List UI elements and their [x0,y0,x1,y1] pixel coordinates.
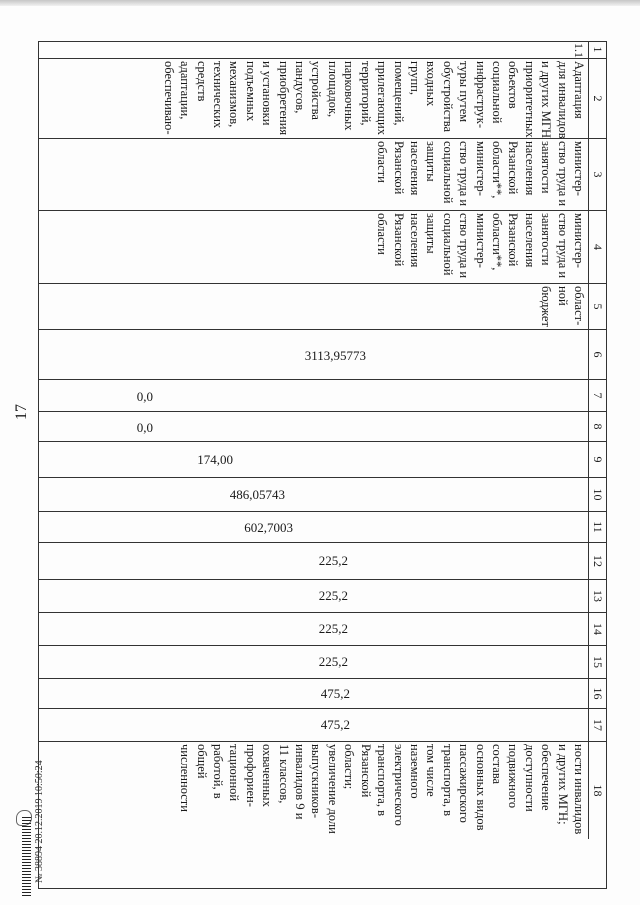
col-header: 5 [588,284,607,330]
col-header: 1 [588,41,607,59]
event-line: социальной [489,61,504,124]
col-header: 3 [588,139,607,211]
col-header: 6 [588,330,607,380]
event-line: площадок, [325,61,340,118]
col-header: 2 [588,59,607,139]
result-line: выпускников- [309,744,324,818]
event-line: инфраструк- [473,61,488,129]
col-header: 14 [588,613,607,646]
source-line: ной [555,286,570,306]
result-line: наземного [407,744,422,799]
result-line: 11 классов, [276,744,291,804]
event-line: помещений, [391,61,406,126]
result-line: пассажирского [457,744,472,823]
event-line: парковочных [342,61,357,131]
col-header: 13 [588,580,607,613]
result-line: и других МГН; [555,744,570,825]
event-line: средств [194,61,209,102]
event-line: территорий, [358,61,373,126]
registration-stamp: № 38894 20.12.2019 10:50:24 [34,760,45,883]
row-number: 1.1 [572,43,586,58]
result-line: области; [342,744,357,790]
executor-line: населения [407,141,422,196]
col-header: 10 [588,478,607,512]
event-line: обустройства [440,61,455,133]
col-header: 7 [588,380,607,412]
event-line: объектов [506,61,521,109]
value-13: 225,2 [318,588,348,603]
executor-line: ство труда и [457,141,472,207]
coexecutor-line: министер- [572,213,586,268]
coexecutor-line: министер- [473,213,488,268]
executor-line: ство труда и [555,141,570,207]
executor-line: Рязанской [391,141,406,195]
result-line: том числе [424,744,439,797]
result-line: численности [178,744,193,812]
value-16: 475,2 [320,686,350,701]
result-line: работой, в [211,744,226,799]
result-line: тационной [227,744,242,802]
result-line: транспорта, в [440,744,455,816]
event-line: прилегающих [375,61,390,135]
coexecutor-line: социальной [440,213,455,276]
result-line: ности инвалидов [572,744,586,835]
event-line: туры путем [457,61,472,123]
coexecutor-line: области**, [489,213,504,271]
event-line: подъемных [243,61,258,122]
col-header: 11 [588,512,607,543]
event-line: входных [424,61,439,107]
value-14: 225,2 [318,621,348,636]
event-line: технических [211,61,226,129]
event-line: и других МГН [539,61,554,139]
result-line: инвалидов 9 и [293,744,308,820]
result-line: основных видов [473,744,488,831]
program-table [38,41,607,889]
result-line: подвижного [506,744,521,809]
coexecutor-line: населения [407,213,422,268]
col-header: 16 [588,679,607,709]
event-line: и установки [260,61,275,126]
col-header: 12 [588,543,607,580]
col-header: 15 [588,646,607,679]
result-line: обеспечение [539,744,554,811]
event-line: групп, [407,61,422,95]
executor-line: министер- [572,141,586,196]
col-header: 4 [588,211,607,284]
result-line: Рязанской [358,744,373,798]
event-line: Адаптация [572,61,586,119]
result-line: состава [489,744,504,785]
total-value: 3113,95773 [304,348,366,363]
executor-line: защиты [424,141,439,182]
executor-line: населения [522,141,537,196]
col-header: 17 [588,709,607,742]
coexecutor-line: защиты [424,213,439,254]
value-15: 225,2 [318,654,348,669]
col-header: 18 [588,742,607,839]
page-number: 17 [13,404,30,420]
executor-line: министер- [473,141,488,196]
event-line: обеспечиваю- [161,61,176,135]
coexecutor-line: ство труда и [457,213,472,279]
result-line: общей [194,744,209,779]
event-line: адаптации, [178,61,193,120]
event-line: пандусов, [293,61,308,114]
source-line: област- [572,286,586,326]
value-7: 0,0 [136,389,153,404]
event-line: для инвалидов [555,61,570,139]
value-11: 602,7003 [244,520,293,535]
executor-line: социальной [440,141,455,204]
event-line: приобретения [276,61,291,136]
result-line: профориен- [243,744,258,807]
value-9: 174,00 [197,452,233,467]
event-line: устройства [309,61,324,120]
result-line: охваченных [260,744,275,807]
value-8: 0,0 [136,420,153,435]
executor-line: области**, [489,141,504,199]
scan-top-edge [0,0,640,6]
coexecutor-line: Рязанской [506,213,521,267]
result-line: транспорта, в [375,744,390,816]
coexecutor-line: занятости [539,213,554,266]
coexecutor-line: Рязанской [391,213,406,267]
executor-line: занятости [539,141,554,194]
value-10: 486,05743 [229,487,285,502]
event-line: приоритетных [522,61,537,138]
coexecutor-line: области [375,213,390,255]
result-line: доступности [522,744,537,812]
source-line: бюджет [539,286,554,327]
result-line: электрического [391,744,406,826]
col-header: 9 [588,442,607,478]
table-frame [38,41,607,889]
col-header: 8 [588,412,607,442]
result-line: увеличение доли [325,744,340,834]
executor-line: Рязанской [506,141,521,195]
event-line: механизмов, [227,61,242,128]
barcode [22,816,31,896]
value-17: 475,2 [320,717,350,732]
coexecutor-line: населения [522,213,537,268]
coexecutor-line: ство труда и [555,213,570,279]
executor-line: области [375,141,390,183]
value-12: 225,2 [318,553,348,568]
